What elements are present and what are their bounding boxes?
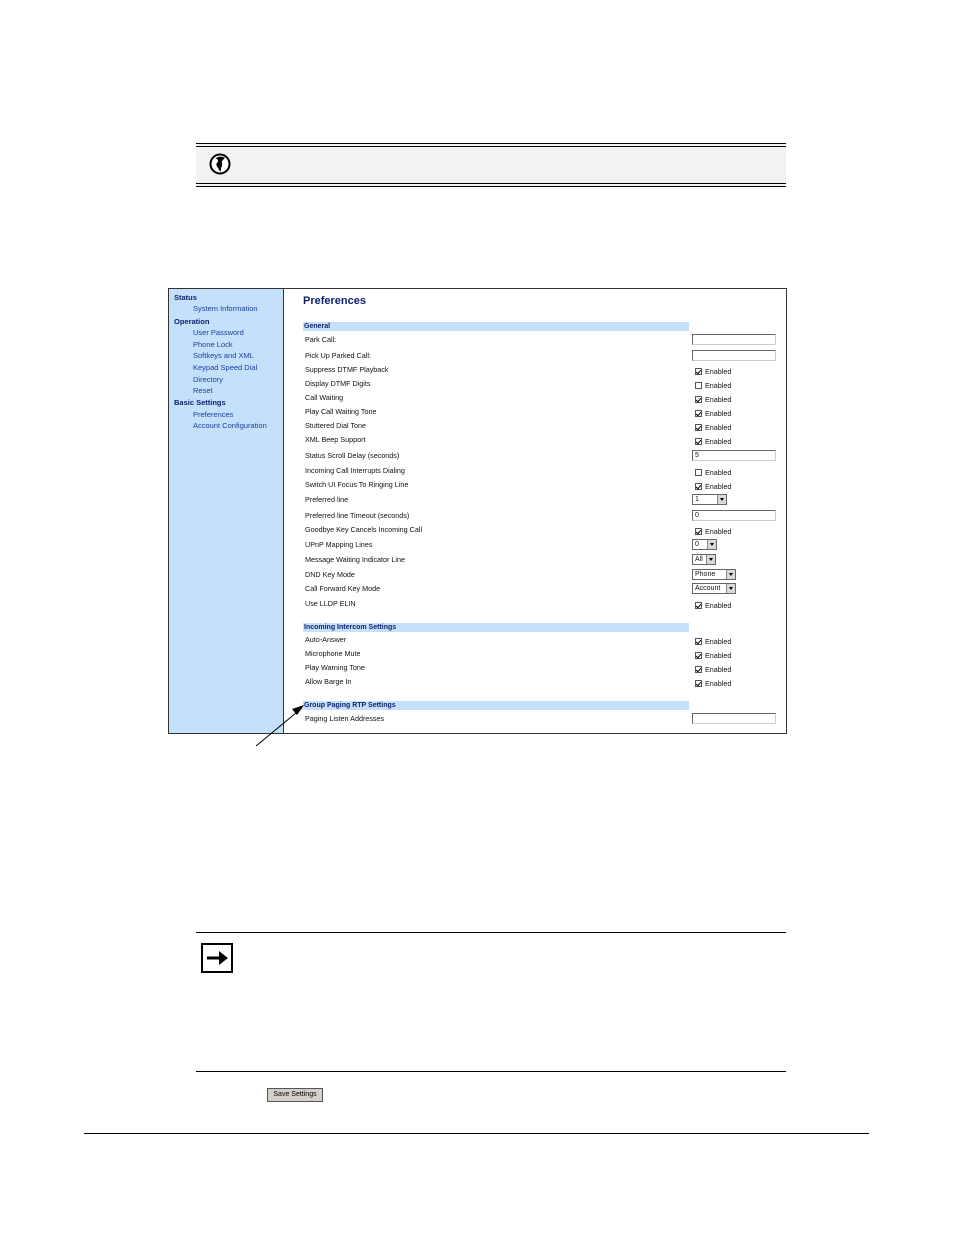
select-value: 1 xyxy=(695,496,699,503)
checkbox-box[interactable] xyxy=(695,666,702,673)
section-general: General xyxy=(303,322,689,331)
checkbox-label: Enabled xyxy=(705,600,732,610)
sidebar-header-operation: Operation xyxy=(174,317,210,326)
sidebar-item-phone-lock[interactable]: Phone Lock xyxy=(193,340,233,349)
checkbox-box[interactable] xyxy=(695,602,702,609)
section-group-paging: Group Paging RTP Settings xyxy=(303,701,689,710)
page-title: Preferences xyxy=(303,295,366,307)
checkbox-box[interactable] xyxy=(695,638,702,645)
call-waiting-checkbox[interactable] xyxy=(695,394,731,404)
chevron-down-icon[interactable] xyxy=(707,540,716,549)
allow-barge-in-checkbox[interactable] xyxy=(695,678,731,688)
label-incoming-call-interrupts: Incoming Call Interrupts Dialing xyxy=(305,466,405,475)
save-settings-button[interactable]: Save Settings xyxy=(267,1088,323,1102)
stuttered-dial-tone-checkbox[interactable] xyxy=(695,422,731,432)
checkbox-label: Enabled xyxy=(705,366,732,376)
checkbox-box[interactable] xyxy=(695,382,702,389)
checkbox-box[interactable] xyxy=(695,680,702,687)
callout-arrow-icon xyxy=(250,696,310,748)
checkbox-box[interactable] xyxy=(695,368,702,375)
incoming-call-interrupts-checkbox[interactable] xyxy=(695,467,731,477)
auto-answer-checkbox[interactable] xyxy=(695,636,731,646)
checkbox-label: Enabled xyxy=(705,408,732,418)
checkbox-label: Enabled xyxy=(705,678,732,688)
label-park-call: Park Call: xyxy=(305,335,337,344)
select-value: Phone xyxy=(695,571,716,578)
xml-beep-support-checkbox[interactable] xyxy=(695,436,731,446)
note-top-rule xyxy=(196,932,786,933)
label-display-dtmf: Display DTMF Digits xyxy=(305,379,371,388)
checkbox-box[interactable] xyxy=(695,469,702,476)
label-use-lldp-elin: Use LLDP ELIN xyxy=(305,599,356,608)
checkbox-label: Enabled xyxy=(705,636,732,646)
section-incoming-intercom: Incoming Intercom Settings xyxy=(303,623,689,632)
sidebar-item-account-configuration[interactable]: Account Configuration xyxy=(193,421,267,430)
use-lldp-elin-checkbox[interactable] xyxy=(695,600,731,610)
sidebar-item-keypad-speed-dial[interactable]: Keypad Speed Dial xyxy=(193,363,258,372)
label-call-waiting: Call Waiting xyxy=(305,393,344,402)
label-status-scroll-delay: Status Scroll Delay (seconds) xyxy=(305,451,400,460)
paging-listen-addresses-input[interactable] xyxy=(692,713,776,724)
select-value: All xyxy=(695,556,703,563)
sidebar-item-reset[interactable]: Reset xyxy=(193,386,213,395)
select-value: Account xyxy=(695,585,721,592)
checkbox-box[interactable] xyxy=(695,483,702,490)
sidebar-item-directory[interactable]: Directory xyxy=(193,375,224,384)
sidebar-item-system-information[interactable]: System Information xyxy=(193,304,258,313)
checkbox-box[interactable] xyxy=(695,424,702,431)
sidebar xyxy=(169,289,284,733)
label-play-call-waiting-tone: Play Call Waiting Tone xyxy=(305,407,377,416)
chevron-down-icon[interactable] xyxy=(726,584,735,593)
checkbox-box[interactable] xyxy=(695,438,702,445)
chevron-down-icon[interactable] xyxy=(726,570,735,579)
sidebar-item-preferences[interactable]: Preferences xyxy=(193,410,234,419)
sidebar-item-softkeys-xml[interactable]: Softkeys and XML xyxy=(193,351,254,360)
label-upnp-mapping-lines: UPnP Mapping Lines xyxy=(305,540,373,549)
chevron-down-icon[interactable] xyxy=(706,555,715,564)
web-ui-banner xyxy=(196,143,786,187)
label-play-warning-tone: Play Warning Tone xyxy=(305,663,365,672)
label-paging-listen-addresses: Paging Listen Addresses xyxy=(305,714,385,723)
label-dnd-key-mode: DND Key Mode xyxy=(305,570,355,579)
goodbye-key-cancels-checkbox[interactable] xyxy=(695,526,731,536)
checkbox-label: Enabled xyxy=(705,650,732,660)
globe-icon xyxy=(209,153,231,175)
label-message-waiting-line: Message Waiting Indicator Line xyxy=(305,555,406,564)
web-ui-screenshot xyxy=(168,288,787,734)
checkbox-label: Enabled xyxy=(705,664,732,674)
chevron-down-icon[interactable] xyxy=(717,495,726,504)
label-preferred-line: Preferred line xyxy=(305,495,349,504)
main-content xyxy=(284,289,786,733)
sidebar-header-basic-settings: Basic Settings xyxy=(174,398,226,407)
checkbox-label: Enabled xyxy=(705,422,732,432)
checkbox-label: Enabled xyxy=(705,380,732,390)
label-goodbye-key-cancels: Goodbye Key Cancels Incoming Call xyxy=(305,525,423,534)
arrow-right-icon xyxy=(203,945,231,971)
sidebar-header-status: Status xyxy=(174,293,197,302)
label-suppress-dtmf: Suppress DTMF Playback xyxy=(305,365,389,374)
play-warning-tone-checkbox[interactable] xyxy=(695,664,731,674)
message-waiting-line-select[interactable] xyxy=(692,554,716,565)
label-preferred-line-timeout: Preferred line Timeout (seconds) xyxy=(305,511,410,520)
checkbox-label: Enabled xyxy=(705,394,732,404)
call-forward-key-mode-select[interactable] xyxy=(692,583,736,594)
sidebar-item-user-password[interactable]: User Password xyxy=(193,328,244,337)
checkbox-box[interactable] xyxy=(695,528,702,535)
checkbox-label: Enabled xyxy=(705,436,732,446)
label-pick-up-parked-call: Pick Up Parked Call: xyxy=(305,351,371,360)
microphone-mute-checkbox[interactable] xyxy=(695,650,731,660)
checkbox-label: Enabled xyxy=(705,526,732,536)
pick-up-parked-call-input[interactable] xyxy=(692,350,776,361)
note-bottom-rule xyxy=(196,1071,786,1072)
label-microphone-mute: Microphone Mute xyxy=(305,649,361,658)
label-call-forward-key-mode: Call Forward Key Mode xyxy=(305,584,381,593)
checkbox-label: Enabled xyxy=(705,481,732,491)
checkbox-label: Enabled xyxy=(705,467,732,477)
switch-ui-focus-checkbox[interactable] xyxy=(695,481,731,491)
label-allow-barge-in: Allow Barge In xyxy=(305,677,352,686)
checkbox-box[interactable] xyxy=(695,410,702,417)
label-auto-answer: Auto-Answer xyxy=(305,635,347,644)
label-xml-beep-support: XML Beep Support xyxy=(305,435,366,444)
label-stuttered-dial-tone: Stuttered Dial Tone xyxy=(305,421,366,430)
dnd-key-mode-select[interactable] xyxy=(692,569,736,580)
upnp-mapping-lines-select[interactable] xyxy=(692,539,717,550)
park-call-input[interactable] xyxy=(692,334,776,345)
checkbox-box[interactable] xyxy=(695,396,702,403)
suppress-dtmf-checkbox[interactable] xyxy=(695,366,731,376)
preferred-line-timeout-input[interactable]: 0 xyxy=(692,510,776,521)
select-value: 0 xyxy=(695,541,699,548)
checkbox-box[interactable] xyxy=(695,652,702,659)
status-scroll-delay-input[interactable]: 5 xyxy=(692,450,776,461)
play-call-waiting-tone-checkbox[interactable] xyxy=(695,408,731,418)
label-switch-ui-focus: Switch UI Focus To Ringing Line xyxy=(305,480,409,489)
display-dtmf-checkbox[interactable] xyxy=(695,380,731,390)
note-icon xyxy=(201,943,233,973)
preferred-line-select[interactable] xyxy=(692,494,727,505)
footer-rule xyxy=(84,1133,869,1134)
